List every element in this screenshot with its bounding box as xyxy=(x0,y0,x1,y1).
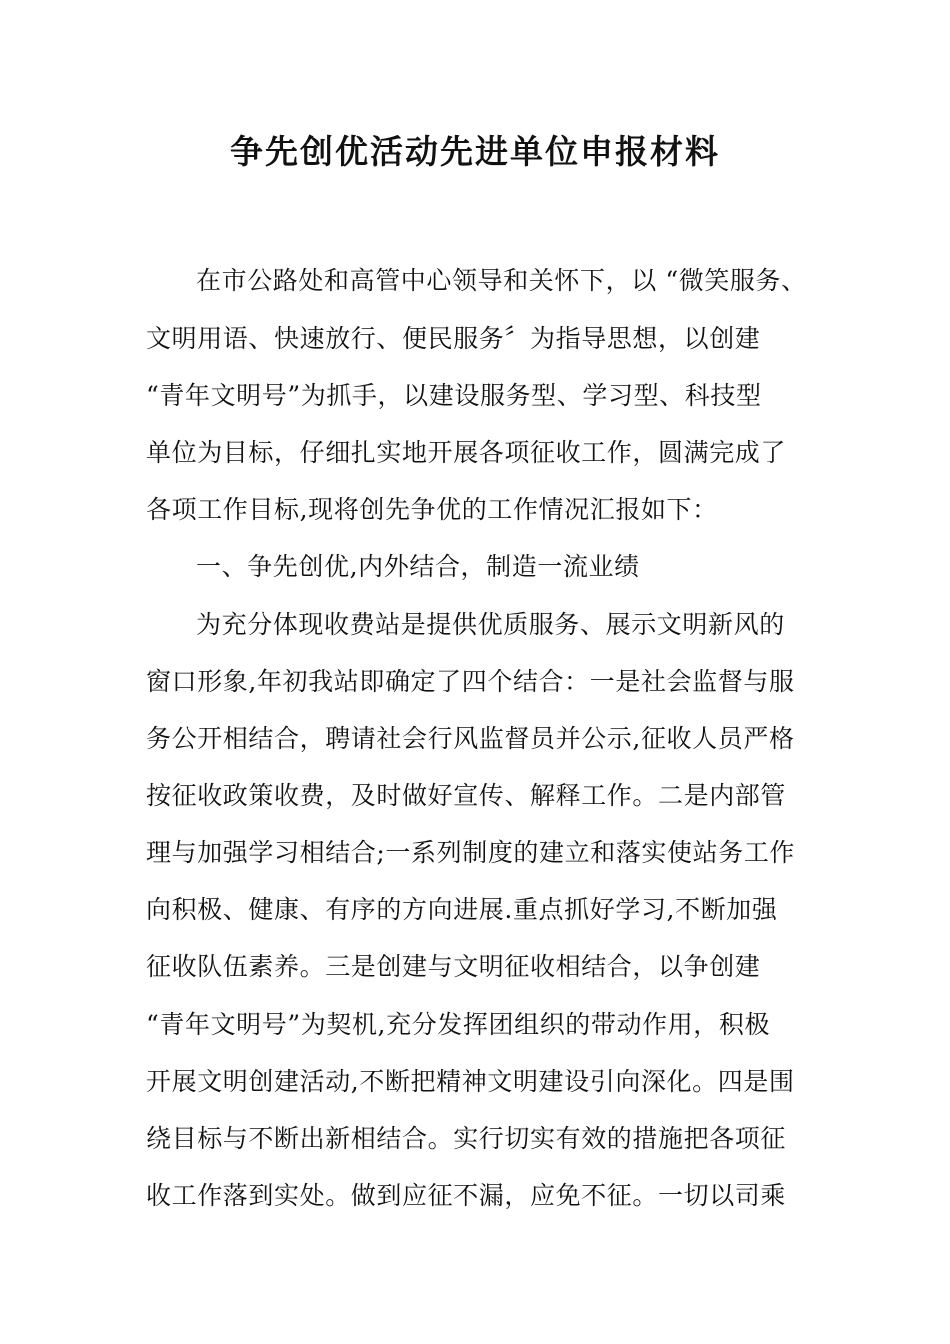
paragraph-line: “青年文明号”为契机,充分发挥团组织的带动作用，积极 xyxy=(146,1010,771,1039)
paragraph-line: 窗口形象,年初我站即确定了四个结合：一是社会监督与服 xyxy=(146,667,795,696)
document-title: 争先创优活动先进单位申报材料 xyxy=(230,132,720,171)
paragraph-line: 按征收政策收费，及时做好宣传、解释工作。二是内部管 xyxy=(146,781,787,810)
paragraph-line: 各项工作目标,现将创先争优的工作情况汇报如下： xyxy=(146,495,718,524)
paragraph-line: 文明用语、快速放行、便民服务〞为指导思想，以创建 xyxy=(146,324,761,353)
paragraph-line: 向积极、健康、有序的方向进展.重点抓好学习,不断加强 xyxy=(146,895,778,924)
paragraph-line: 单位为目标，仔细扎实地开展各项征收工作，圆满完成了 xyxy=(146,438,787,467)
section-heading: 一、争先创优,内外结合，制造一流业绩 xyxy=(196,552,640,581)
paragraph-line: “青年文明号”为抓手，以建设服务型、学习型、科技型 xyxy=(146,381,762,410)
paragraph-line: 理与加强学习相结合;一系列制度的建立和落实使站务工作 xyxy=(146,838,796,867)
paragraph-line: 绕目标与不断出新相结合。实行切实有效的措施把各项征 xyxy=(146,1124,787,1153)
paragraph-line: 收工作落到实处。做到应征不漏，应免不征。一切以司乘 xyxy=(146,1181,787,1210)
paragraph-line: 为充分体现收费站是提供优质服务、展示文明新风的 xyxy=(196,610,785,639)
paragraph-line: 务公开相结合，聘请社会行风监督员并公示,征收人员严格 xyxy=(146,724,795,753)
paragraph-line: 征收队伍素养。三是创建与文明征收相结合，以争创建 xyxy=(146,952,761,981)
paragraph-line: 开展文明创建活动,不断把精神文明建设引向深化。四是围 xyxy=(146,1067,795,1096)
paragraph-line: 在市公路处和高管中心领导和关怀下，以 “微笑服务、 xyxy=(196,266,807,295)
